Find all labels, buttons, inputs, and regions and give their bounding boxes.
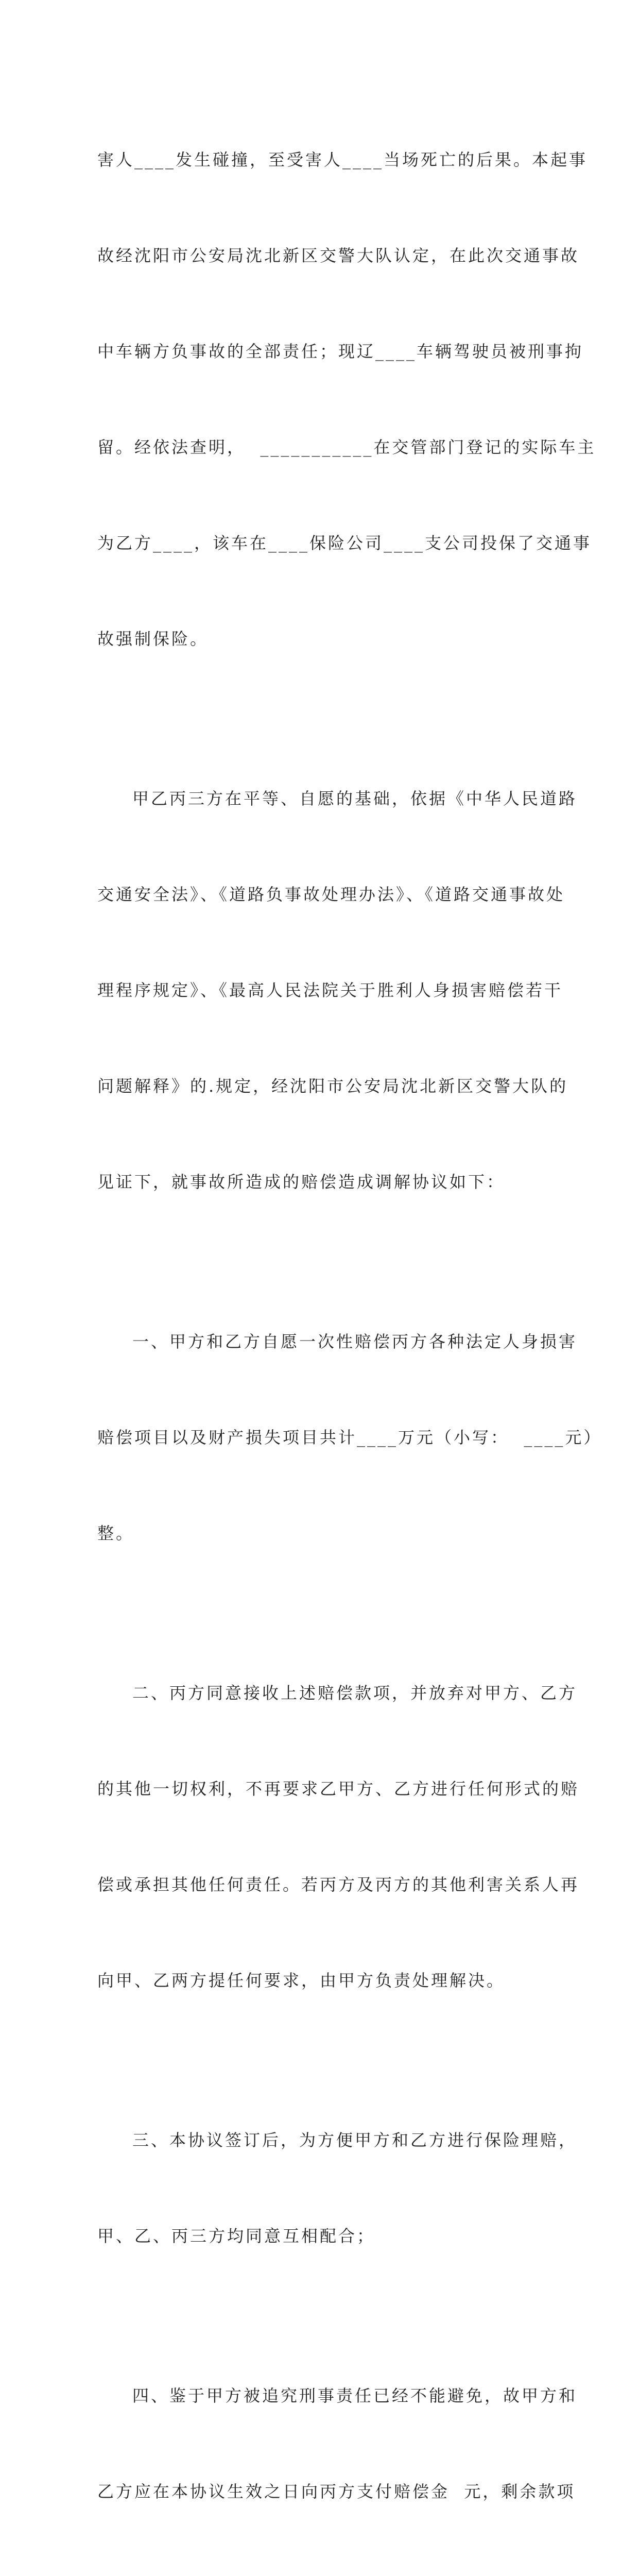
text-line: 中车辆方负事故的全部责任；现辽____车辆驾驶员被刑事拘 <box>97 342 584 361</box>
text-line: 害人____发生碰撞，至受害人____当场死亡的后果。本起事 <box>97 150 588 170</box>
text-line: 为乙方____，该车在____保险公司____支公司投保了交通事 <box>97 533 592 553</box>
paragraph-accident-facts <box>97 80 596 719</box>
text-line: 乙方应在本协议生效之日向丙方支付赔偿金 元，剩余款项 <box>97 2482 576 2501</box>
text-line: 赔偿项目以及财产损失项目共计____万元（小写： ____元） <box>97 1428 602 1447</box>
text-line: 偿或承担其他任何责任。若丙方及丙方的其他利害关系人再 <box>97 1875 580 1894</box>
text-line: 一、甲方和乙方自愿一次性赔偿丙方各种法定人身损害 <box>132 1332 578 1351</box>
text-line: 见证下，就事故所造成的赔偿造成调解协议如下： <box>97 1172 506 1192</box>
text-line: 向甲、乙两方提任何要求，由甲方负责处理解决。 <box>97 1971 506 1990</box>
text-line: 三、本协议签订后，为方便甲方和乙方进行保险理赔， <box>132 2130 578 2150</box>
text-line: 甲、乙、丙三方均同意互相配合； <box>97 2226 376 2246</box>
text-line: 二、丙方同意接收上述赔偿款项，并放弃对甲方、乙方 <box>132 1683 578 1703</box>
text-line: 整。 <box>97 1523 135 1543</box>
text-line <box>97 2571 545 2576</box>
text-line: 故经沈阳市公安局沈北新区交警大队认定，在此次交通事故 <box>97 246 580 265</box>
text-line: 交通安全法》、《道路负事故处理办法》、《道路交通事故处 <box>97 885 565 904</box>
text-line: 的其他一切权利，不再要求乙甲方、乙方进行任何形式的赔 <box>97 1779 580 1799</box>
text-line: 故强制保险。 <box>97 629 209 649</box>
paragraph-clause-3 <box>97 2060 578 2316</box>
paragraph-clause-4 <box>97 2316 578 2576</box>
text-line: 问题解释》的.规定，经沈阳市公安局沈北新区交警大队的 <box>97 1076 568 1096</box>
text-line: 四、鉴于甲方被追究刑事责任已经不能避免，故甲方和 <box>132 2386 578 2405</box>
text-line: 理程序规定》、《最高人民法院关于胜利人身损害赔偿若干 <box>97 980 563 1000</box>
document-body <box>97 80 602 2576</box>
paragraph-legal-basis <box>97 719 578 1262</box>
text-line: 甲乙丙三方在平等、自愿的基础，依据《中华人民道路 <box>132 789 578 808</box>
paragraph-clause-1 <box>97 1262 602 1613</box>
text-line: 留。经依法查明， ___________在交管部门登记的实际车主 <box>97 437 596 457</box>
paragraph-clause-2 <box>97 1613 580 2060</box>
